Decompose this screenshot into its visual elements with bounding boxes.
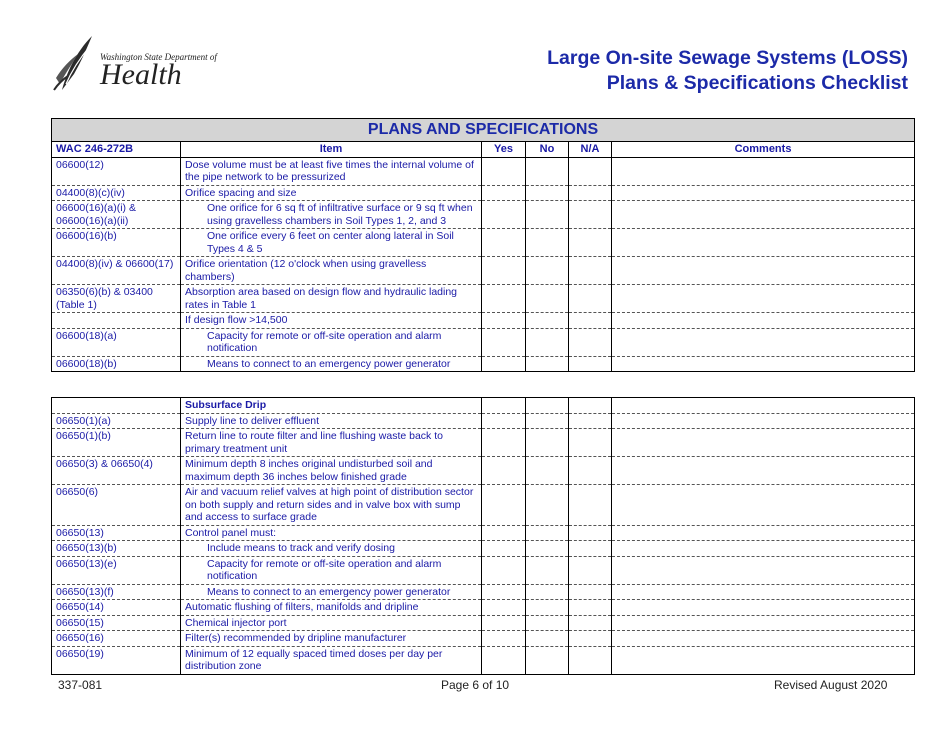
comments-cell[interactable]: [612, 328, 915, 356]
item-cell: One orifice every 6 feet on center along lateral in Soil Types 4 & 5: [181, 229, 482, 257]
yes-cell[interactable]: [482, 485, 526, 526]
yes-cell[interactable]: [482, 413, 526, 429]
col-na: N/A: [569, 142, 612, 158]
yes-cell[interactable]: [482, 356, 526, 372]
no-cell[interactable]: [526, 646, 569, 674]
comments-cell[interactable]: [612, 429, 915, 457]
wac-cell: 06650(6): [52, 485, 181, 526]
item-cell: Control panel must:: [181, 525, 482, 541]
table-row: [52, 584, 915, 600]
no-cell[interactable]: [526, 541, 569, 557]
wac-cell: 06600(18)(b): [52, 356, 181, 372]
na-cell[interactable]: [569, 525, 612, 541]
na-cell[interactable]: [569, 429, 612, 457]
revised-date: Revised August 2020: [774, 678, 888, 692]
comments-cell[interactable]: [612, 157, 915, 185]
item-cell: One orifice for 6 sq ft of infiltrative surface or 9 sq ft when using gravelless chambers in Soil Types 1, 2, and 3: [181, 201, 482, 229]
comments-cell[interactable]: [612, 229, 915, 257]
table-row: [52, 457, 915, 485]
yes-cell[interactable]: [482, 328, 526, 356]
table-row: [52, 556, 915, 584]
comments-cell[interactable]: [612, 201, 915, 229]
comments-cell[interactable]: [612, 600, 915, 616]
wac-cell: 06600(12): [52, 157, 181, 185]
wac-cell: 06600(16)(b): [52, 229, 181, 257]
table-row: [52, 600, 915, 616]
wac-cell: 06650(1)(a): [52, 413, 181, 429]
table-row: [52, 201, 915, 229]
item-cell: Dose volume must be at least five times the internal volume of the pipe network to be pressurized: [181, 157, 482, 185]
na-cell[interactable]: [569, 541, 612, 557]
title-line-1: Large On-site Sewage Systems (LOSS): [547, 47, 908, 69]
wac-cell: 06600(16)(a)(i) & 06600(16)(a)(ii): [52, 201, 181, 229]
wac-cell: 06650(13)(e): [52, 556, 181, 584]
table-row: [52, 485, 915, 526]
column-header-row: [52, 142, 915, 158]
subsection-heading: Subsurface Drip: [181, 398, 482, 414]
yes-cell[interactable]: [482, 313, 526, 329]
item-cell: If design flow >14,500: [181, 313, 482, 329]
table-row: [52, 646, 915, 674]
wac-cell: 04400(8)(iv) & 06600(17): [52, 257, 181, 285]
table-row: [52, 541, 915, 557]
na-cell[interactable]: [569, 584, 612, 600]
comments-cell[interactable]: [612, 584, 915, 600]
item-cell: Supply line to deliver effluent: [181, 413, 482, 429]
plans-specifications-table: [51, 118, 915, 372]
item-cell: Orifice spacing and size: [181, 185, 482, 201]
comments-cell[interactable]: [612, 525, 915, 541]
na-cell[interactable]: [569, 257, 612, 285]
yes-cell[interactable]: [482, 556, 526, 584]
yes-cell[interactable]: [482, 157, 526, 185]
yes-cell[interactable]: [482, 525, 526, 541]
na-cell[interactable]: [569, 285, 612, 313]
yes-cell[interactable]: [482, 457, 526, 485]
wac-cell: [52, 398, 181, 414]
no-cell[interactable]: [526, 413, 569, 429]
comments-cell[interactable]: [612, 615, 915, 631]
no-cell[interactable]: [526, 328, 569, 356]
na-cell[interactable]: [569, 615, 612, 631]
feather-icon: [52, 34, 102, 92]
no-cell[interactable]: [526, 229, 569, 257]
wac-cell: 04400(8)(c)(iv): [52, 185, 181, 201]
no-cell[interactable]: [526, 185, 569, 201]
item-cell: Return line to route filter and line flushing waste back to primary treatment unit: [181, 429, 482, 457]
na-cell[interactable]: [569, 457, 612, 485]
item-cell: Capacity for remote or off-site operation and alarm notification: [181, 328, 482, 356]
comments-cell[interactable]: [612, 313, 915, 329]
yes-cell[interactable]: [482, 631, 526, 647]
yes-cell[interactable]: [482, 398, 526, 414]
doh-logo: [52, 34, 217, 92]
item-cell: Minimum of 12 equally spaced timed doses per day per distribution zone: [181, 646, 482, 674]
yes-cell[interactable]: [482, 600, 526, 616]
col-item: Item: [181, 142, 482, 158]
no-cell[interactable]: [526, 398, 569, 414]
wac-cell: 06650(3) & 06650(4): [52, 457, 181, 485]
comments-cell[interactable]: [612, 398, 915, 414]
item-cell: Chemical injector port: [181, 615, 482, 631]
comments-cell[interactable]: [612, 485, 915, 526]
yes-cell[interactable]: [482, 229, 526, 257]
na-cell[interactable]: [569, 201, 612, 229]
na-cell[interactable]: [569, 485, 612, 526]
wac-cell: 06350(6)(b) & 03400 (Table 1): [52, 285, 181, 313]
table-row: [52, 356, 915, 372]
no-cell[interactable]: [526, 600, 569, 616]
table-row: [52, 413, 915, 429]
logo-department-text: Washington State Department of: [100, 52, 217, 62]
na-cell[interactable]: [569, 600, 612, 616]
item-cell: Absorption area based on design flow and hydraulic lading rates in Table 1: [181, 285, 482, 313]
comments-cell[interactable]: [612, 413, 915, 429]
yes-cell[interactable]: [482, 201, 526, 229]
no-cell[interactable]: [526, 584, 569, 600]
wac-cell: [52, 313, 181, 329]
comments-cell[interactable]: [612, 541, 915, 557]
na-cell[interactable]: [569, 157, 612, 185]
no-cell[interactable]: [526, 556, 569, 584]
comments-cell[interactable]: [612, 631, 915, 647]
no-cell[interactable]: [526, 429, 569, 457]
table-row: [52, 285, 915, 313]
na-cell[interactable]: [569, 313, 612, 329]
yes-cell[interactable]: [482, 584, 526, 600]
wac-cell: 06650(1)(b): [52, 429, 181, 457]
table-row: [52, 257, 915, 285]
yes-cell[interactable]: [482, 257, 526, 285]
table-row: [52, 229, 915, 257]
item-cell: Air and vacuum relief valves at high point of distribution sector on both supply and return sides and in valve box with sump and access to surface grade: [181, 485, 482, 526]
comments-cell[interactable]: [612, 257, 915, 285]
wac-cell: 06650(19): [52, 646, 181, 674]
item-cell: Minimum depth 8 inches original undisturbed soil and maximum depth 36 inches below finished grade: [181, 457, 482, 485]
item-cell: Automatic flushing of filters, manifolds and dripline: [181, 600, 482, 616]
no-cell[interactable]: [526, 631, 569, 647]
na-cell[interactable]: [569, 356, 612, 372]
no-cell[interactable]: [526, 485, 569, 526]
comments-cell[interactable]: [612, 185, 915, 201]
table-row: [52, 525, 915, 541]
wac-cell: 06600(18)(a): [52, 328, 181, 356]
no-cell[interactable]: [526, 313, 569, 329]
col-comments: Comments: [612, 142, 915, 158]
no-cell[interactable]: [526, 356, 569, 372]
no-cell[interactable]: [526, 285, 569, 313]
na-cell[interactable]: [569, 413, 612, 429]
col-yes: Yes: [482, 142, 526, 158]
item-cell: Means to connect to an emergency power generator: [181, 584, 482, 600]
wac-cell: 06650(13)(b): [52, 541, 181, 557]
no-cell[interactable]: [526, 201, 569, 229]
logo-health-text: Health: [100, 58, 182, 91]
subsurface-drip-table: [51, 397, 915, 675]
wac-cell: 06650(13): [52, 525, 181, 541]
item-cell: Orifice orientation (12 o'clock when using gravelless chambers): [181, 257, 482, 285]
yes-cell[interactable]: [482, 185, 526, 201]
table-row: [52, 398, 915, 414]
yes-cell[interactable]: [482, 541, 526, 557]
no-cell[interactable]: [526, 525, 569, 541]
no-cell[interactable]: [526, 615, 569, 631]
col-no: No: [526, 142, 569, 158]
table-row: [52, 615, 915, 631]
item-cell: Filter(s) recommended by dripline manufacturer: [181, 631, 482, 647]
table-row: [52, 157, 915, 185]
table-row: [52, 313, 915, 329]
comments-cell[interactable]: [612, 646, 915, 674]
form-number: 337-081: [58, 678, 103, 692]
na-cell[interactable]: [569, 185, 612, 201]
na-cell[interactable]: [569, 556, 612, 584]
comments-cell[interactable]: [612, 556, 915, 584]
comments-cell[interactable]: [612, 457, 915, 485]
item-cell: Means to connect to an emergency power generator: [181, 356, 482, 372]
no-cell[interactable]: [526, 457, 569, 485]
item-cell: Capacity for remote or off-site operation and alarm notification: [181, 556, 482, 584]
yes-cell[interactable]: [482, 646, 526, 674]
title-line-2: Plans & Specifications Checklist: [606, 72, 908, 94]
item-cell: Include means to track and verify dosing: [181, 541, 482, 557]
table-row: [52, 429, 915, 457]
comments-cell[interactable]: [612, 356, 915, 372]
table-row: [52, 631, 915, 647]
yes-cell[interactable]: [482, 429, 526, 457]
wac-cell: 06650(13)(f): [52, 584, 181, 600]
na-cell[interactable]: [569, 229, 612, 257]
page-number: Page 6 of 10: [441, 678, 510, 692]
na-cell[interactable]: [569, 398, 612, 414]
wac-cell: 06650(15): [52, 615, 181, 631]
comments-cell[interactable]: [612, 285, 915, 313]
wac-cell: 06650(16): [52, 631, 181, 647]
na-cell[interactable]: [569, 328, 612, 356]
col-wac: WAC 246-272B: [52, 142, 181, 158]
yes-cell[interactable]: [482, 285, 526, 313]
no-cell[interactable]: [526, 257, 569, 285]
section-heading: PLANS AND SPECIFICATIONS: [52, 119, 915, 142]
no-cell[interactable]: [526, 157, 569, 185]
na-cell[interactable]: [569, 631, 612, 647]
page-title: [547, 46, 908, 96]
table-row: [52, 185, 915, 201]
yes-cell[interactable]: [482, 615, 526, 631]
na-cell[interactable]: [569, 646, 612, 674]
table-row: [52, 328, 915, 356]
wac-cell: 06650(14): [52, 600, 181, 616]
